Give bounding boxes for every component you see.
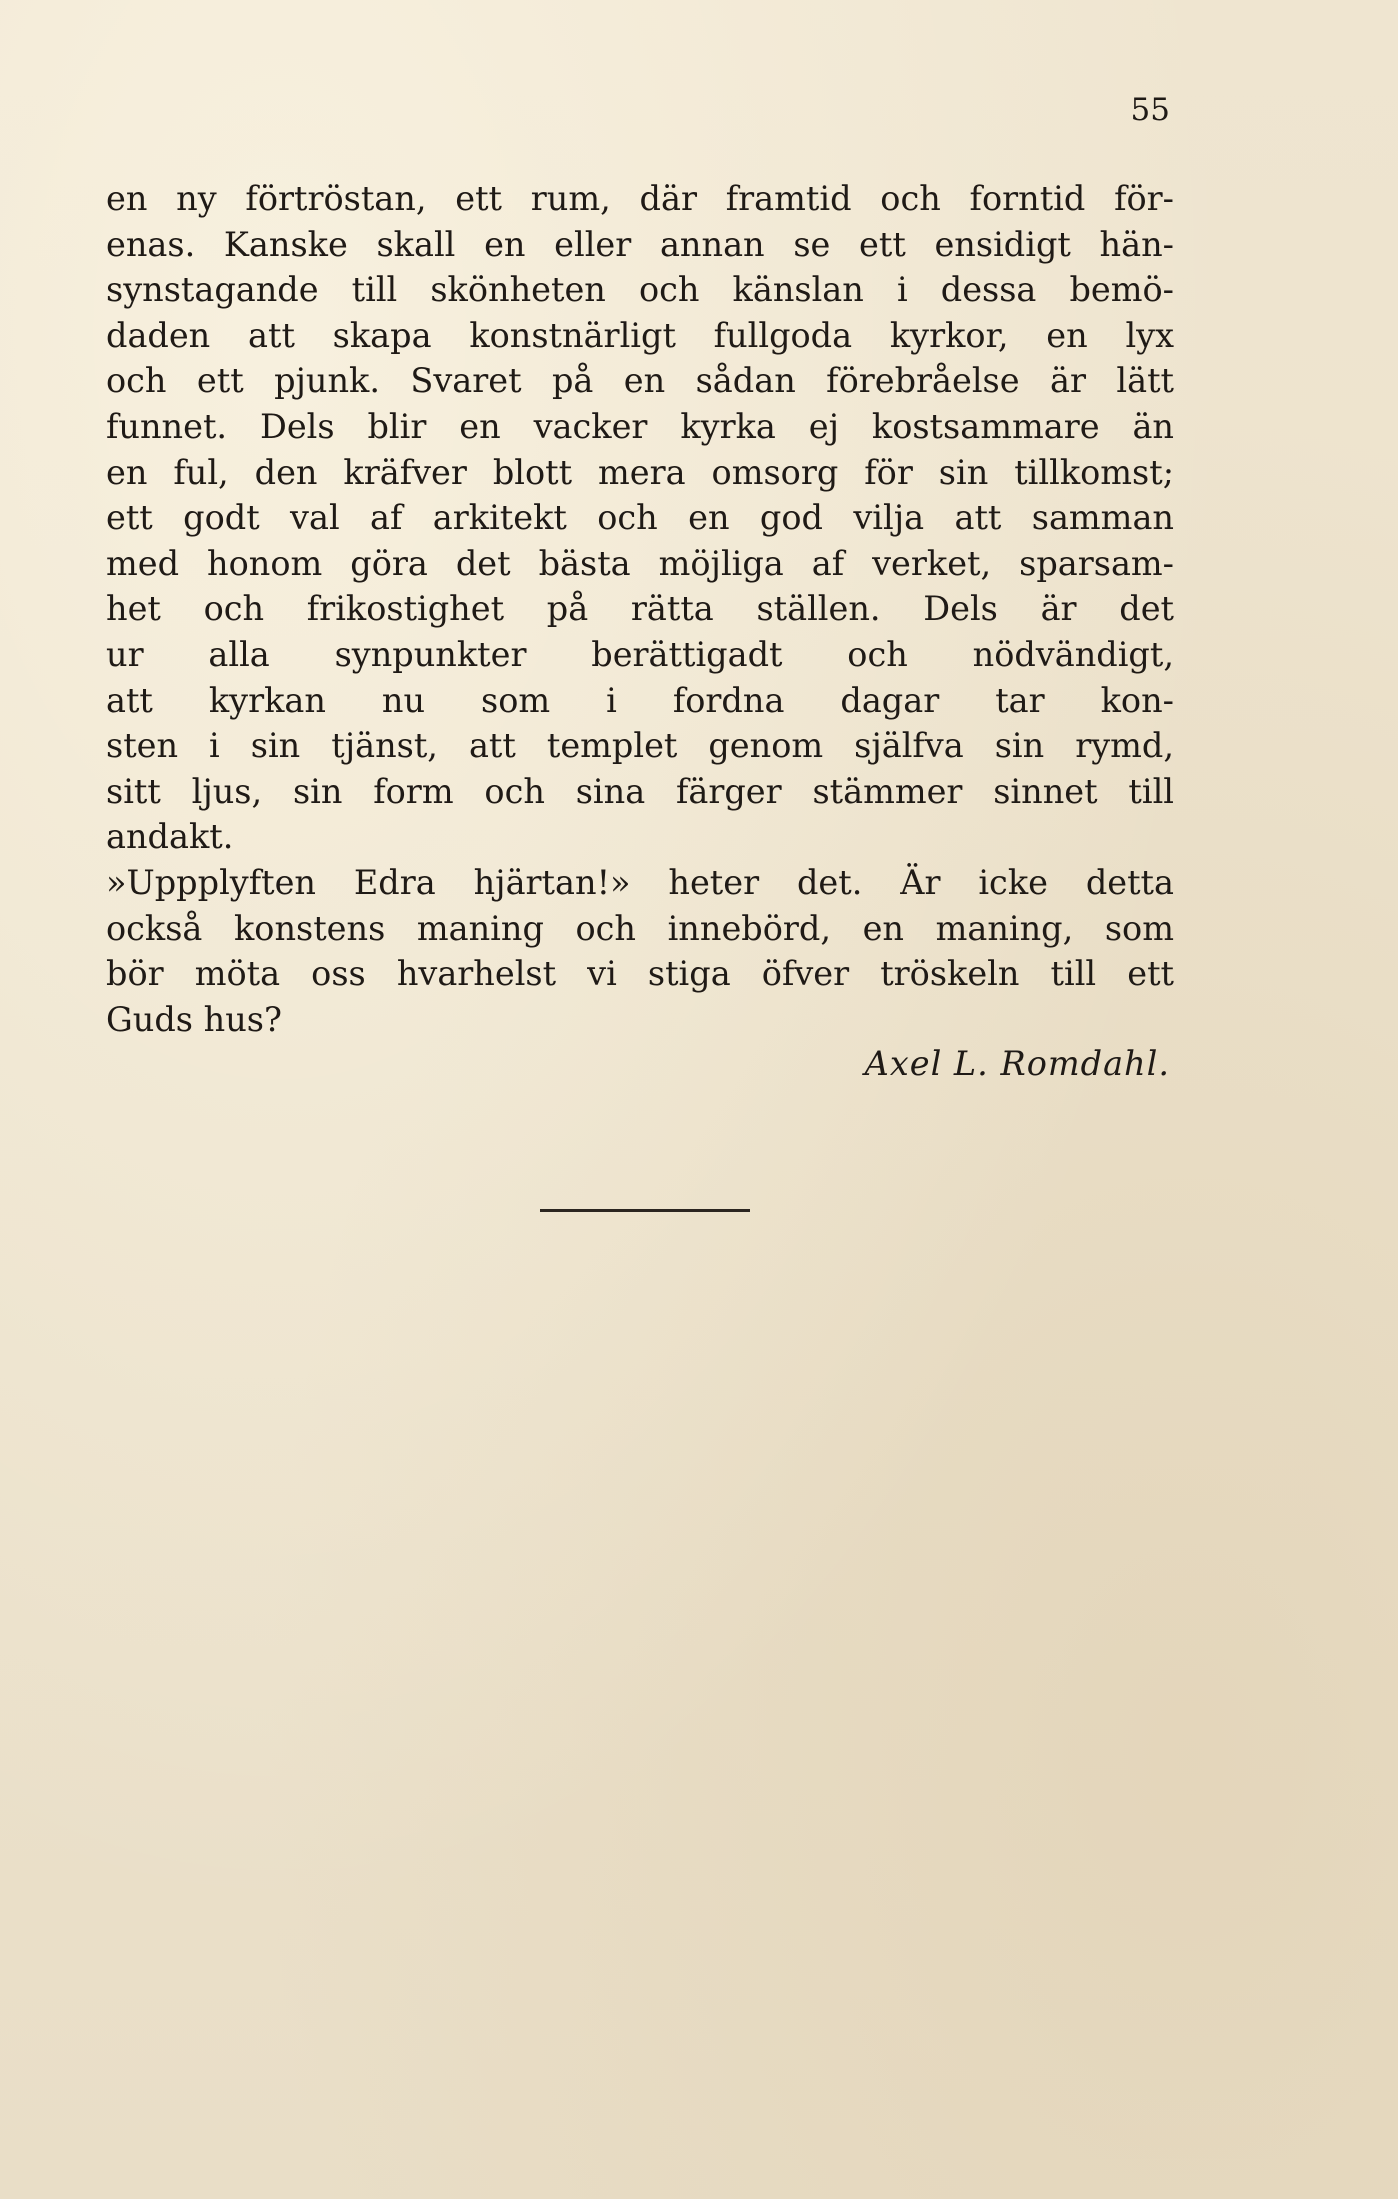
text-line: synstagande till skönheten och känslan i dessa bemö- <box>106 270 1174 310</box>
text-line: och ett pjunk. Svaret på en sådan förebråelse är lätt <box>106 361 1174 401</box>
text-line: »Uppplyften Edra hjärtan!» heter det. Är icke detta <box>106 862 1174 902</box>
text-line: också konstens maning och innebörd, en maning, som <box>106 908 1174 948</box>
text-line: en ful, den kräfver blott mera omsorg för sin tillkomst; <box>106 452 1174 492</box>
section-divider <box>540 1209 750 1212</box>
body-text <box>106 176 1174 1042</box>
text-line: daden att skapa konstnärligt fullgoda kyrkor, en lyx <box>106 315 1174 355</box>
text-line: sitt ljus, sin form och sina färger stämmer sinnet till <box>106 771 1174 811</box>
text-line: ur alla synpunkter berättigadt och nödvändigt, <box>106 634 1174 674</box>
text-line: het och frikostighet på rätta ställen. Dels är det <box>106 589 1174 629</box>
text-line: Guds hus? <box>106 999 282 1039</box>
page-number: 55 <box>1130 92 1170 128</box>
text-line: sten i sin tjänst, att templet genom själfva sin rymd, <box>106 726 1174 766</box>
text-line: enas. Kanske skall en eller annan se ett ensidigt hän- <box>106 224 1174 264</box>
text-line: funnet. Dels blir en vacker kyrka ej kostsammare än <box>106 406 1174 446</box>
text-line: att kyrkan nu som i fordna dagar tar kon- <box>106 680 1174 720</box>
text-line: ett godt val af arkitekt och en god vilja att samman <box>106 498 1174 538</box>
text-line: en ny förtröstan, ett rum, där framtid och forntid för- <box>106 179 1174 218</box>
text-line: bör möta oss hvarhelst vi stiga öfver tröskeln till ett <box>106 954 1174 994</box>
text-line: andakt. <box>106 817 234 857</box>
text-line: med honom göra det bästa möjliga af verket, sparsam- <box>106 543 1174 583</box>
author-signature: Axel L. Romdahl. <box>864 1044 1170 1083</box>
